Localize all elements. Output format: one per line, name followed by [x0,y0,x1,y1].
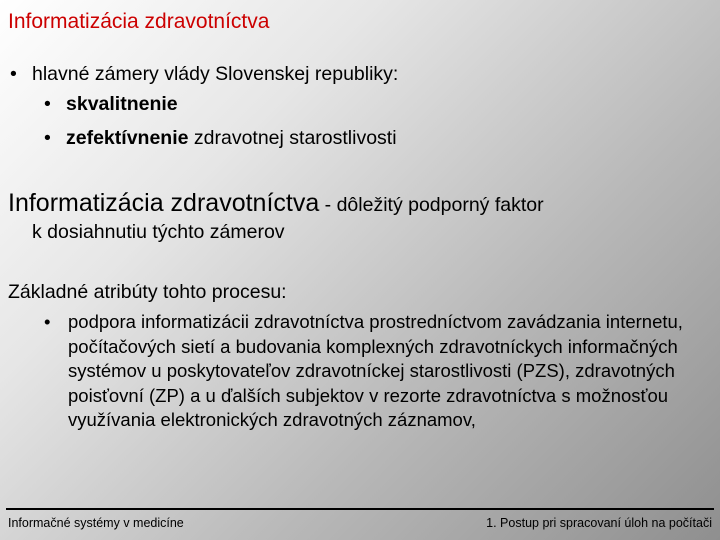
bullet-main-text: hlavné zámery vlády Slovenskej republiky: [32,63,399,85]
attribute-item-text: podpora informatizácii zdravotníctva prostredníctvom zavádzania internetu, počítačových sietí a budovania komplexných zdravotníckych informačných systémov u poskytovateľov zdravotníckej starostlivosti (PZS), zdravotných poisťovní (ZP) a u ďalších subjektov v rezorte zdravotníctva s možnosťou využívania elektronických zdravotných záznamov, [68,311,683,430]
bullet-sub-2 [44,127,397,150]
paragraph-heading-small: - dôležitý podporný faktor [319,194,544,216]
footer-left: Informačné systémy v medicíne [8,516,184,530]
bullet-sub-1-text: skvalitnenie [66,93,178,115]
bullet-dot: • [44,311,51,332]
attributes-heading: Základné atribúty tohto procesu: [8,281,287,303]
slide-title: Informatizácia zdravotníctva [8,10,270,33]
paragraph-heading-big: Informatizácia zdravotníctva [8,189,320,217]
bullet-dot: • [10,63,17,85]
bullet-sub-1 [44,93,178,116]
bullet-sub-2-bold: zefektívnenie [66,127,189,149]
bullet-main [10,63,398,86]
bullet-dot: • [44,127,51,149]
paragraph-heading [8,189,544,218]
footer-divider [6,508,714,510]
footer-right: 1. Postup pri spracovaní úloh na počítači [486,516,712,530]
bullet-dot: • [44,93,51,115]
bullet-sub-2-rest: zdravotnej starostlivosti [188,127,397,149]
paragraph-line-2: k dosiahnutiu týchto zámerov [32,221,285,243]
